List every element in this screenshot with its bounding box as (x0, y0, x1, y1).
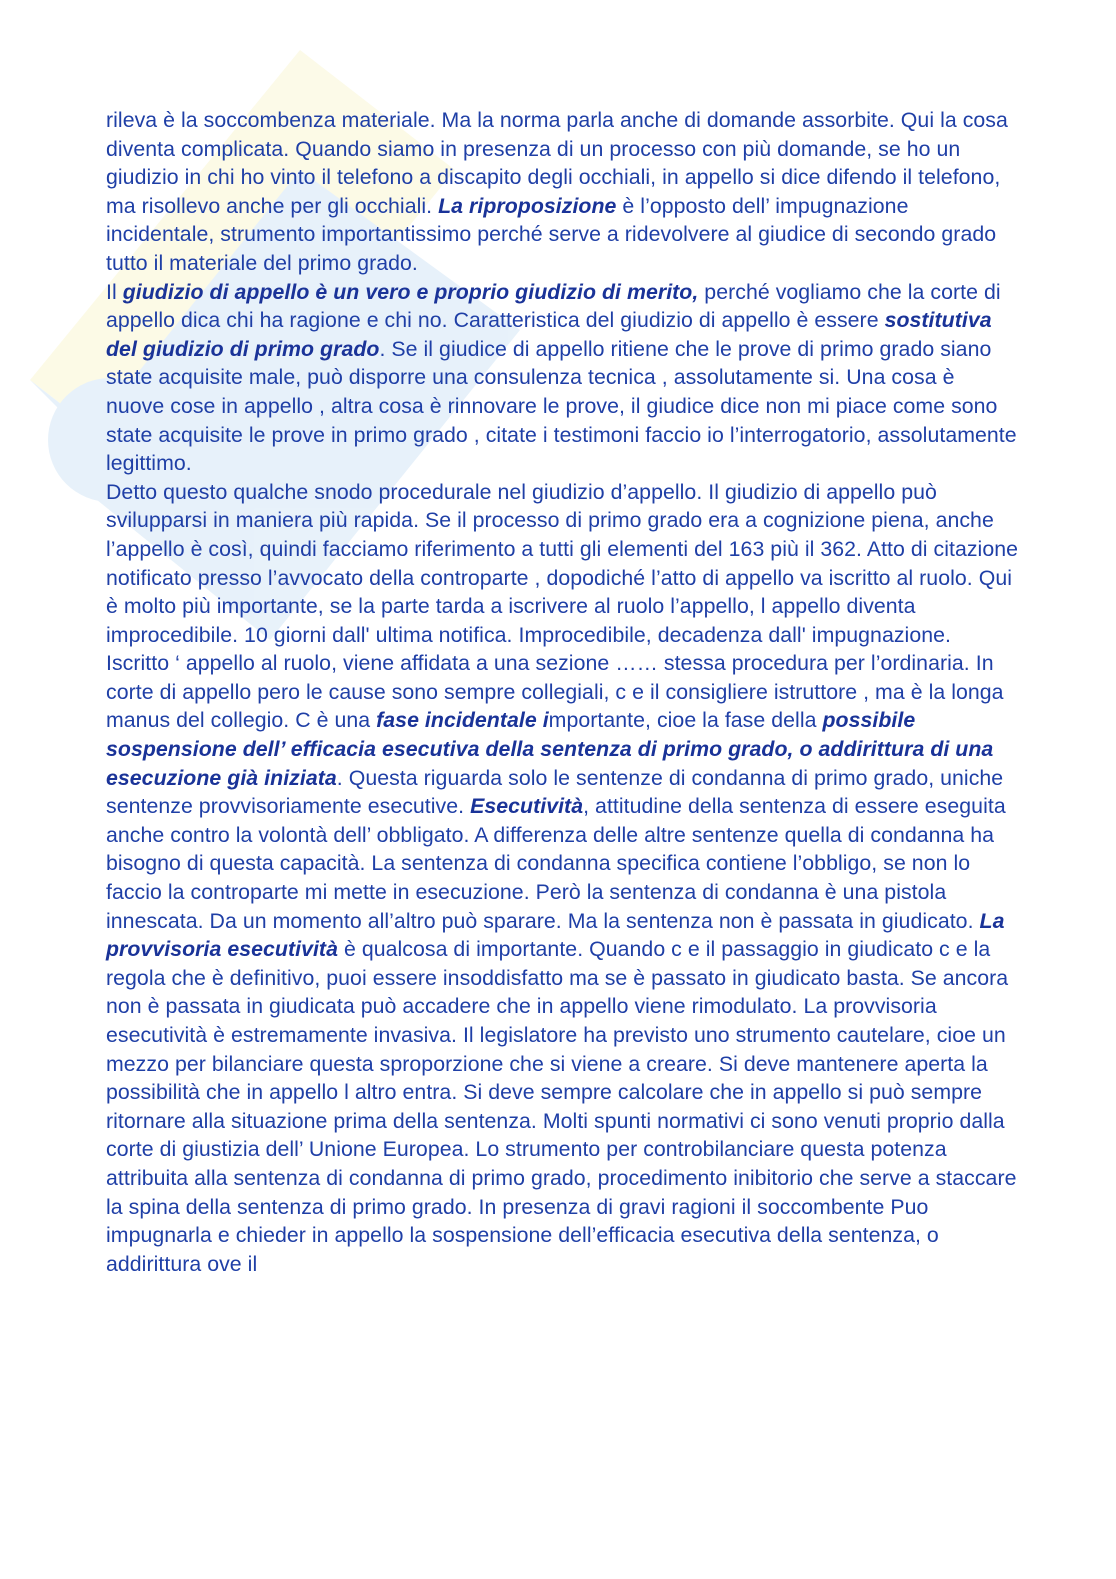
text-run: è l’opposto dell’ impugnazione incidentale, strumento importantissimo perché serve a ridevolvere al giudice di secondo grado tutto il materiale del primo grado. (106, 193, 997, 275)
paragraph-1 (106, 106, 1018, 278)
bold-italic-term: Esecutività (470, 794, 584, 819)
paragraph-2 (106, 278, 1018, 478)
bold-italic-term: fase incidentale i (376, 708, 549, 733)
text-run: . Questa riguarda solo le sentenze di condanna di primo grado, uniche sentenze provvisoriamente esecutive. (106, 765, 1004, 819)
text-run: Detto questo qualche snodo procedurale nel giudizio d’appello. Il giudizio di appello può svilupparsi in maniera più rapida. Se il processo di primo grado era a cognizione piena, anche l’appello è così, quindi facciamo riferimento a tutti gli elementi del 163 più il 362. Atto di citazione notificato presso l’avvocato della controparte , dopodiché l’atto di appello va iscritto al ruolo. Qui è molto più importante, se la parte tarda a iscrivere al ruolo l’appello, l appello diventa improcedibile. 10 giorni dall' ultima notifica. Improcedibile, decadenza dall' impugnazione. Iscritto ‘ appello al ruolo, viene affidata a una sezione …… stessa procedura per l’ordinaria. In corte di appello pero le cause sono sempre collegiali, c e il consigliere istruttore , ma è la longa manus del collegio. C è una (106, 479, 1019, 733)
document-body (106, 106, 1018, 1278)
text-run: rileva è la soccombenza materiale. Ma la norma parla anche di domande assorbite. Qui la cosa diventa complicata. Quando siamo in presenza di un processo con più domande, se ho un giudizio in chi ho vinto il telefono a discapito degli occhiali, in appello si dice difendo il telefono, ma risollevo anche per gli occhiali. (106, 108, 1008, 218)
text-run: , attitudine della sentenza di essere eseguita anche contro la volontà dell’ obbligato. A differenza delle altre sentenze quella di condanna ha bisogno di questa capacità. La sentenza di condanna specifica contiene l’obbligo, se non lo faccio la controparte mi mette in esecuzione. Però la sentenza di condanna è una pistola innescata. Da un momento all’altro può sparare. Ma la sentenza non è passata in giudicato. (106, 794, 1006, 933)
paragraph-3 (106, 478, 1018, 1279)
bold-italic-term: possibile sospensione dell’ efficacia esecutiva della sentenza di primo grado, o addirittura di una esecuzione già iniziata (106, 708, 994, 790)
bold-italic-term: giudizio di appello è un vero e proprio giudizio di merito, (122, 279, 699, 304)
text-run: Il (106, 279, 123, 304)
bold-italic-term: sostitutiva del giudizio di primo grado (106, 308, 992, 361)
bold-italic-term: La riproposizione (438, 193, 617, 218)
text-run: . Se il giudice di appello ritiene che le prove di primo grado siano state acquisite male, può disporre una consulenza tecnica , assolutamente si. Una cosa è nuove cose in appello , altra cosa è rinnovare le prove, il giudice dice non mi piace come sono state acquisite le prove in primo grado , citate i testimoni faccio io l’interrogatorio, assolutamente legittimo. (106, 336, 1017, 476)
bold-italic-term: La provvisoria esecutività (106, 908, 1005, 962)
text-run: mportante, cioe la fase della (548, 708, 823, 733)
text-run: perché vogliamo che la corte di appello dica chi ha ragione e chi no. Caratteristica del giudizio di appello è essere (106, 279, 1001, 333)
text-run: è qualcosa di importante. Quando c e il passaggio in giudicato c e la regola che è definitivo, puoi essere insoddisfatto ma se è passato in giudicato basta. Se ancora non è passata in giudicata può accadere che in appello viene rimodulato. La provvisoria esecutività è estremamente invasiva. Il legislatore ha previsto uno strumento cautelare, cioe un mezzo per bilanciare questa sproporzione che si viene a creare. Si deve mantenere aperta la possibilità che in appello l altro entra. Si deve sempre calcolare che in appello si può sempre ritornare alla situazione prima della sentenza. Molti spunti normativi ci sono venuti proprio dalla corte di giustizia dell’ Unione Europea. Lo strumento per controbilanciare questa potenza attribuita alla sentenza di condanna di primo grado, procedimento inibitorio che serve a staccare la spina della sentenza di primo grado. In presenza di gravi ragioni il soccombente Puo impugnarla e chieder in appello la sospensione dell’efficacia esecutiva della sentenza, o addirittura ove il (106, 937, 1017, 1276)
